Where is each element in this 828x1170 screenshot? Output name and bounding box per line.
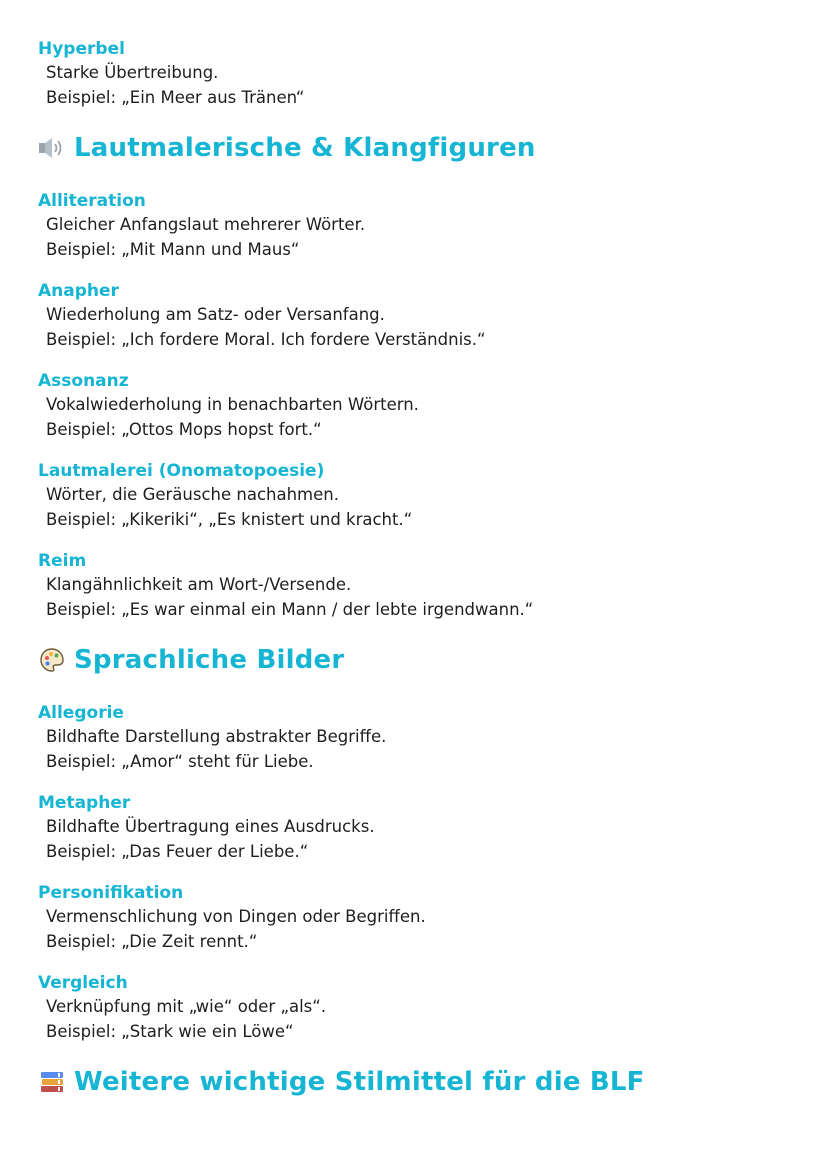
term-definition: Wörter, die Geräusche nachahmen. — [46, 485, 339, 504]
term-entry-reim — [38, 550, 828, 622]
term-entry-metapher — [38, 792, 828, 864]
term-title: Personifikation — [38, 883, 184, 903]
term-title: Allegorie — [38, 703, 124, 723]
term-example: Beispiel: „Es war einmal ein Mann / der lebte irgendwann.“ — [46, 600, 534, 619]
term-entry-allegorie — [38, 702, 828, 774]
term-example: Beispiel: „Die Zeit rennt.“ — [46, 932, 258, 951]
term-definition: Wiederholung am Satz- oder Versanfang. — [46, 305, 385, 324]
term-entry-anapher — [38, 280, 828, 352]
term-title: Assonanz — [38, 371, 129, 391]
term-example: Beispiel: „Mit Mann und Maus“ — [46, 240, 300, 259]
term-definition: Vermenschlichung von Dingen oder Begriffen. — [46, 907, 426, 926]
term-definition: Gleicher Anfangslaut mehrerer Wörter. — [46, 215, 366, 234]
term-example: Beispiel: „Ottos Mops hopst fort.“ — [46, 420, 322, 439]
speaker-icon — [38, 134, 66, 162]
term-entry-assonanz — [38, 370, 828, 442]
term-example: Beispiel: „Ich fordere Moral. Ich fordere Verständnis.“ — [46, 330, 486, 349]
term-definition: Verknüpfung mit „wie“ oder „als“. — [46, 997, 327, 1016]
term-definition: Klangähnlichkeit am Wort-/Versende. — [46, 575, 352, 594]
term-title: Lautmalerei (Onomatopoesie) — [38, 461, 325, 481]
term-definition: Starke Übertreibung. — [46, 63, 219, 82]
term-title: Metapher — [38, 793, 131, 813]
term-entry-personifikation — [38, 882, 828, 954]
term-definition: Bildhafte Darstellung abstrakter Begriffe. — [46, 727, 387, 746]
term-entry-alliteration — [38, 190, 828, 262]
section-title: Sprachliche Bilder — [74, 645, 345, 675]
term-example: Beispiel: „Kikeriki“, „Es knistert und kracht.“ — [46, 510, 413, 529]
term-example: Beispiel: „Ein Meer aus Tränen“ — [46, 88, 305, 107]
section-title: Weitere wichtige Stilmittel für die BLF — [74, 1067, 645, 1097]
section-header-sprachliche-bilder — [38, 640, 828, 680]
term-title: Reim — [38, 551, 87, 571]
term-title: Anapher — [38, 281, 119, 301]
palette-icon — [38, 646, 66, 674]
books-icon — [38, 1068, 66, 1096]
term-title: Hyperbel — [38, 39, 125, 59]
term-definition: Bildhafte Übertragung eines Ausdrucks. — [46, 817, 375, 836]
term-definition: Vokalwiederholung in benachbarten Wörtern. — [46, 395, 419, 414]
section-header-weitere-wichtige-stilmittel-f-r-die-blf — [38, 1062, 828, 1102]
section-title: Lautmalerische & Klangfiguren — [74, 133, 536, 163]
term-title: Alliteration — [38, 191, 146, 211]
term-example: Beispiel: „Amor“ steht für Liebe. — [46, 752, 314, 771]
term-example: Beispiel: „Stark wie ein Löwe“ — [46, 1022, 294, 1041]
term-entry-lautmalerei-onomatopoesie — [38, 460, 828, 532]
term-example: Beispiel: „Das Feuer der Liebe.“ — [46, 842, 309, 861]
term-title: Vergleich — [38, 973, 128, 993]
term-entry-hyperbel — [38, 38, 828, 110]
term-entry-vergleich — [38, 972, 828, 1044]
section-header-lautmalerische-klangfiguren — [38, 128, 828, 168]
